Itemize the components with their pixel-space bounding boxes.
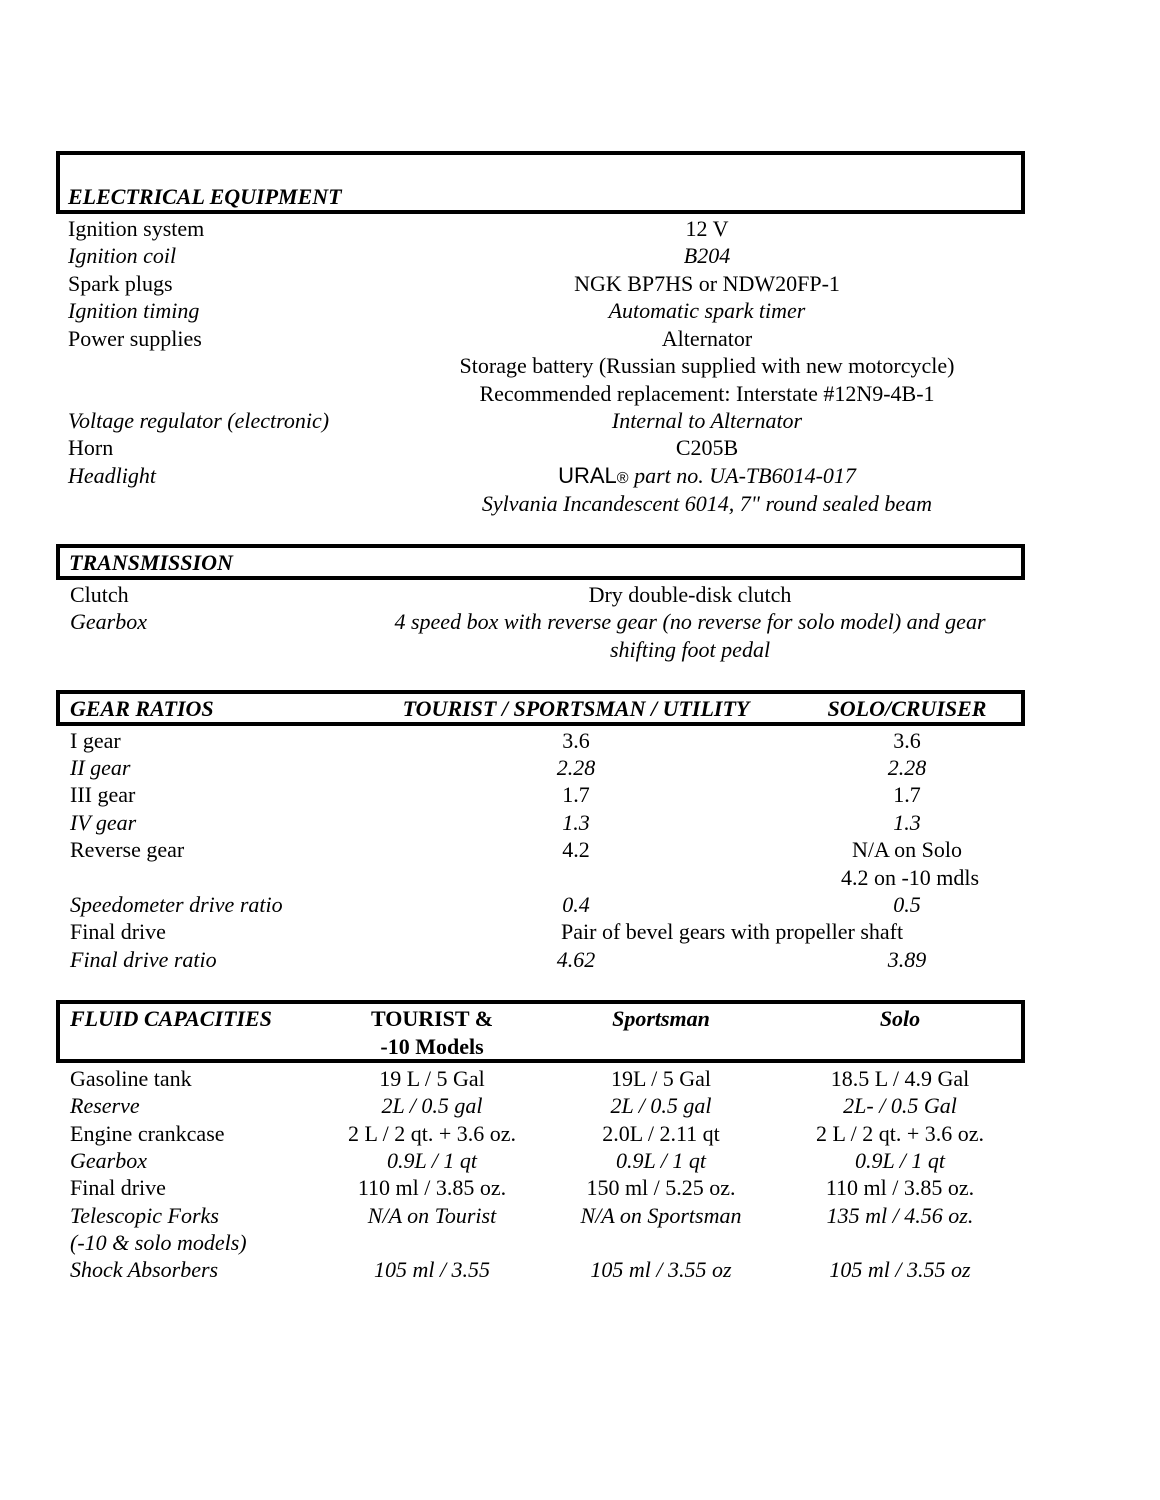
fluid-label: (-10 & solo models) — [70, 1230, 247, 1255]
gear-ratios-heading: GEAR RATIOS — [70, 696, 214, 721]
gear-label: III gear — [70, 782, 136, 807]
fluid-v2: 0.9L / 1 qt — [615, 1148, 707, 1173]
transmission-label: Clutch — [70, 582, 129, 607]
electrical-label: Ignition coil — [68, 243, 177, 268]
fluid-v1: 0.9L / 1 qt — [386, 1148, 478, 1173]
electrical-label: Voltage regulator (electronic) — [68, 408, 330, 433]
gear-v1: Pair of bevel gears with propeller shaft — [561, 919, 904, 944]
gear-label: Speedometer drive ratio — [70, 892, 283, 917]
transmission-label: Gearbox — [70, 609, 147, 634]
gear-v1: 2.28 — [556, 755, 596, 780]
electrical-heading: ELECTRICAL EQUIPMENT — [68, 184, 342, 209]
fluid-col2-header: Sportsman — [612, 1006, 710, 1031]
transmission-value: Dry double-disk clutch — [588, 582, 792, 607]
fluid-v3: 2 L / 2 qt. + 3.6 oz. — [815, 1121, 985, 1146]
fluid-label: Gasoline tank — [70, 1066, 192, 1091]
transmission-heading: TRANSMISSION — [69, 550, 233, 575]
transmission-value: 4 speed box with reverse gear (no reverse for solo model) and gear — [394, 609, 986, 634]
fluid-label: Telescopic Forks — [70, 1203, 219, 1228]
fluid-v3: 110 ml / 3.85 oz. — [825, 1175, 975, 1200]
fluid-v3: 18.5 L / 4.9 Gal — [830, 1066, 970, 1091]
fluid-v2: 105 ml / 3.55 oz — [590, 1257, 732, 1282]
fluid-v3: 0.9L / 1 qt — [854, 1148, 946, 1173]
gear-v1: 0.4 — [562, 892, 590, 917]
gear-label: Final drive — [70, 919, 166, 944]
gear-v1: 3.6 — [562, 728, 590, 753]
electrical-label: Headlight — [68, 463, 156, 488]
fluid-col1-header: TOURIST & — [370, 1006, 494, 1031]
fluid-v2: N/A on Sportsman — [580, 1203, 742, 1228]
electrical-label: Ignition system — [68, 216, 205, 241]
electrical-value: C205B — [675, 435, 739, 460]
fluid-v1: 19 L / 5 Gal — [379, 1066, 485, 1091]
fluid-heading: FLUID CAPACITIES — [70, 1006, 272, 1031]
brand-name: URAL — [558, 463, 617, 488]
electrical-label: Spark plugs — [68, 271, 173, 296]
fluid-label: Shock Absorbers — [70, 1257, 219, 1282]
gear-label: IV gear — [70, 810, 137, 835]
registered-mark-icon: ® — [616, 470, 629, 487]
electrical-value: Storage battery (Russian supplied with new motorcycle) — [459, 353, 955, 378]
fluid-v1: 2 L / 2 qt. + 3.6 oz. — [347, 1121, 517, 1146]
fluid-label: Engine crankcase — [70, 1121, 225, 1146]
fluid-v2: 2.0L / 2.11 qt — [602, 1121, 720, 1146]
fluid-label: Gearbox — [70, 1148, 147, 1173]
fluid-v1: 110 ml / 3.85 oz. — [357, 1175, 507, 1200]
fluid-col3-header: Solo — [879, 1006, 921, 1031]
transmission-value-cont: shifting foot pedal — [609, 637, 771, 662]
gear-label: Final drive ratio — [70, 947, 217, 972]
fluid-v1: N/A on Tourist — [367, 1203, 497, 1228]
electrical-value: Sylvania Incandescent 6014, 7" round sealed beam — [481, 491, 933, 516]
gear-v2: N/A on Solo — [851, 837, 963, 862]
gear-v2: 1.7 — [893, 782, 921, 807]
gear-v2: 4.2 on -10 mdls — [840, 865, 980, 890]
fluid-label: Final drive — [70, 1175, 166, 1200]
gear-v2: 3.6 — [893, 728, 921, 753]
fluid-v2: 19L / 5 Gal — [611, 1066, 711, 1091]
headlight-value — [558, 462, 856, 492]
electrical-value: Automatic spark timer — [608, 298, 806, 323]
fluid-v1: 105 ml / 3.55 — [373, 1257, 491, 1282]
gear-ratios-col1-header: TOURIST / SPORTSMAN / UTILITY — [402, 696, 750, 721]
electrical-value: NGK BP7HS or NDW20FP-1 — [574, 271, 840, 296]
gear-v1: 1.7 — [562, 782, 590, 807]
gear-v2: 3.89 — [887, 947, 927, 972]
fluid-v2: 150 ml / 5.25 oz. — [586, 1175, 736, 1200]
fluid-v2: 2L / 0.5 gal — [610, 1093, 712, 1118]
electrical-label: Ignition timing — [68, 298, 200, 323]
gear-label: I gear — [70, 728, 121, 753]
electrical-label: Horn — [68, 435, 114, 460]
fluid-label: Reserve — [70, 1093, 140, 1118]
gear-v1: 1.3 — [562, 810, 590, 835]
fluid-v3: 2L- / 0.5 Gal — [843, 1093, 957, 1118]
electrical-label: Power supplies — [68, 326, 202, 351]
gear-ratios-col2-header: SOLO/CRUISER — [827, 696, 987, 721]
electrical-value: Alternator — [661, 326, 753, 351]
fluid-col1-header-line2: -10 Models — [380, 1034, 484, 1059]
fluid-v3: 135 ml / 4.56 oz. — [826, 1203, 974, 1228]
gear-v1: 4.2 — [562, 837, 590, 862]
gear-v2: 2.28 — [887, 755, 927, 780]
headlight-part: part no. UA-TB6014-017 — [628, 463, 856, 488]
fluid-v3: 105 ml / 3.55 oz — [829, 1257, 971, 1282]
electrical-value: 12 V — [685, 216, 729, 241]
electrical-value: B204 — [683, 243, 731, 268]
fluid-v1: 2L / 0.5 gal — [381, 1093, 483, 1118]
gear-label: Reverse gear — [70, 837, 185, 862]
electrical-value: Recommended replacement: Interstate #12N9-4B-1 — [479, 381, 935, 406]
gear-label: II gear — [70, 755, 131, 780]
gear-v2: 0.5 — [893, 892, 921, 917]
gear-v2: 1.3 — [893, 810, 921, 835]
electrical-value: Internal to Alternator — [611, 408, 803, 433]
gear-v1: 4.62 — [556, 947, 596, 972]
